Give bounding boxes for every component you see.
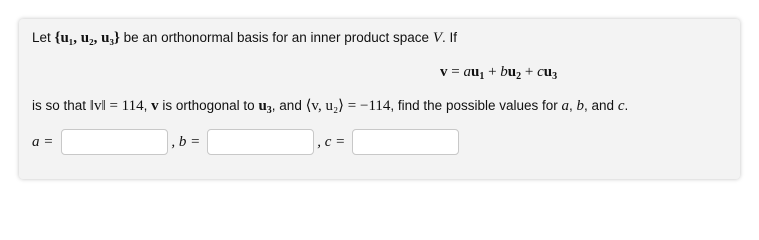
c-label: , c = (317, 133, 346, 150)
norm-condition: ‖v‖ = 114 (89, 98, 144, 114)
problem-intro: Let {u₁, u₂, u₃} be an orthonormal basis for an inner product space V. If (32, 30, 457, 46)
question-panel (19, 19, 740, 179)
problem-conditions: is so that ‖v‖ = 114, v is orthogonal to $u_3$, and ⟨v, u₂⟩ = −114, find the possible values for a, b, and c. (32, 98, 629, 116)
basis-set: {u₁, u₂, u₃} (54, 30, 120, 46)
inner-product-condition: ⟨v, u₂⟩ = −114 (305, 98, 391, 114)
answer-row (32, 129, 462, 155)
a-label: a = (32, 133, 54, 150)
b-label: , b = (171, 133, 201, 150)
b-answer-input[interactable] (207, 129, 314, 155)
vector-equation: $v = au_1 + bu_2 + cu_3$ (440, 64, 558, 82)
a-answer-input[interactable] (61, 129, 168, 155)
c-answer-input[interactable] (352, 129, 459, 155)
space-symbol: V (432, 30, 442, 46)
